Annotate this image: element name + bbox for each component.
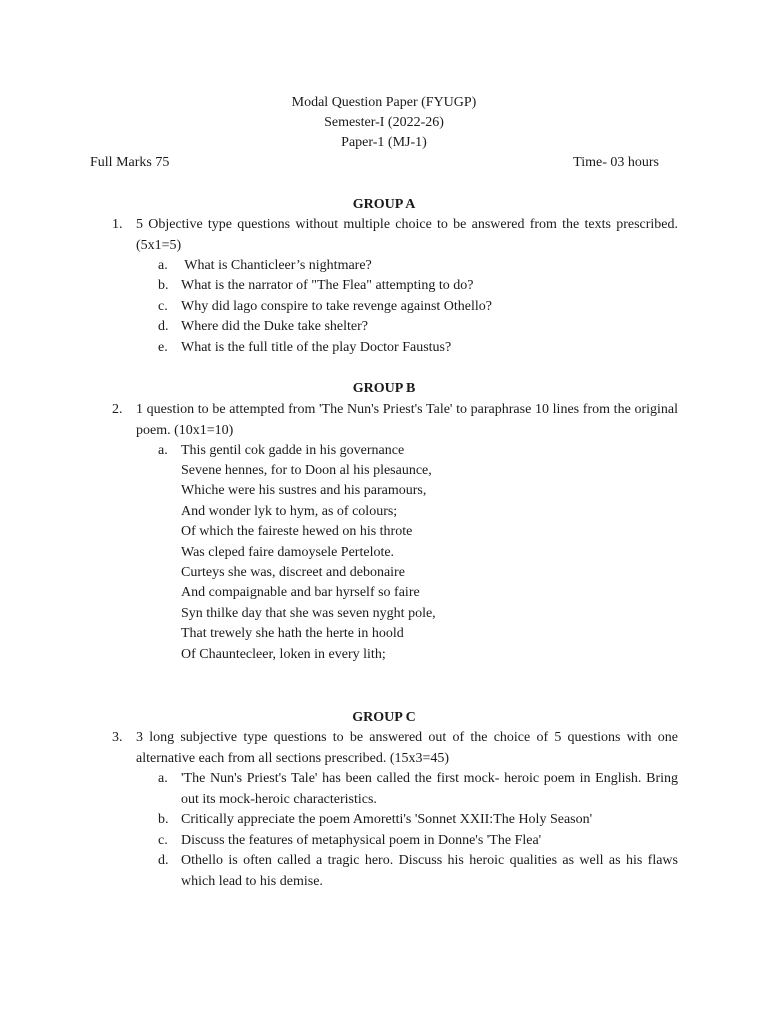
poem-line: Whiche were his sustres and his paramours, bbox=[181, 483, 427, 499]
poem-line: Was cleped faire damoysele Pertelote. bbox=[181, 544, 395, 560]
poem-line: That trewely she hath the herte in hoold bbox=[181, 626, 404, 642]
item-text: What is Chanticleer’s nightmare? bbox=[181, 258, 372, 273]
poem-line: Syn thilke day that she was seven nyght pole, bbox=[181, 605, 436, 621]
question-number: 1. bbox=[112, 217, 123, 232]
item-text: Othello is often called a tragic hero. Discuss his heroic qualities as well as his flaws which lead to his demise. bbox=[181, 853, 678, 889]
question-2 bbox=[112, 400, 678, 441]
paper-code-line: Paper-1 (MJ-1) bbox=[341, 135, 427, 150]
group-a-title: GROUP A bbox=[352, 197, 416, 212]
poem-line: Of Chauntecleer, loken in every lith; bbox=[181, 646, 386, 662]
poem-line: Sevene hennes, for to Doon al his plesaunce, bbox=[181, 463, 432, 478]
group-b-title: GROUP B bbox=[352, 381, 416, 396]
item-letter: b. bbox=[158, 278, 169, 293]
poem-line: And compaignable and bar hyrself so faire bbox=[181, 585, 420, 601]
item-letter: b. bbox=[158, 812, 169, 827]
list-item bbox=[158, 769, 678, 810]
time-allowed: Time- 03 hours bbox=[573, 155, 659, 170]
item-letter: a. bbox=[158, 258, 168, 273]
question-text: 5 Objective type questions without multiple choice to be answered from the texts prescribed. (5x1=5) bbox=[136, 217, 678, 253]
marks-time-row bbox=[90, 153, 659, 173]
list-item bbox=[158, 810, 678, 831]
item-text: 'The Nun's Priest's Tale' has been called the first mock- heroic poem in English. Bring out its mock-heroic characteristics. bbox=[181, 771, 678, 807]
poem-excerpt bbox=[181, 461, 436, 665]
list-item bbox=[158, 338, 678, 359]
item-letter: c. bbox=[158, 833, 168, 848]
item-letter: c. bbox=[158, 299, 168, 314]
list-item bbox=[158, 276, 678, 297]
item-letter: e. bbox=[158, 340, 168, 355]
item-text: What is the full title of the play Doctor Faustus? bbox=[181, 340, 452, 355]
list-item bbox=[158, 297, 678, 318]
paper-title: Modal Question Paper (FYUGP) bbox=[291, 95, 477, 110]
item-text: Why did lago conspire to take revenge against Othello? bbox=[181, 299, 493, 314]
question-number: 2. bbox=[112, 402, 123, 417]
full-marks: Full Marks 75 bbox=[90, 155, 170, 170]
list-item bbox=[158, 317, 678, 338]
poem-line: Curteys she was, discreet and debonaire bbox=[181, 565, 405, 581]
question-number: 3. bbox=[112, 730, 123, 745]
question-text: 3 long subjective type questions to be answered out of the choice of 5 questions with one alternative each from all sections prescribed. (15x3=45) bbox=[136, 730, 678, 766]
list-item bbox=[158, 831, 678, 852]
semester-line: Semester-I (2022-26) bbox=[324, 115, 444, 130]
list-item bbox=[158, 256, 678, 277]
group-c-title: GROUP C bbox=[352, 710, 416, 725]
list-item bbox=[158, 441, 678, 462]
question-3 bbox=[112, 728, 678, 769]
item-letter: d. bbox=[158, 319, 169, 334]
item-letter: a. bbox=[158, 771, 168, 786]
list-item bbox=[158, 851, 678, 892]
question-text: 1 question to be attempted from 'The Nun's Priest's Tale' to paraphrase 10 lines from the original poem. (10x1=10) bbox=[136, 402, 678, 438]
item-text: Critically appreciate the poem Amoretti's 'Sonnet XXII:The Holy Season' bbox=[181, 812, 593, 827]
item-text: What is the narrator of "The Flea" attempting to do? bbox=[181, 278, 474, 293]
item-letter: d. bbox=[158, 853, 169, 868]
poem-line: And wonder lyk to hym, as of colours; bbox=[181, 503, 398, 519]
item-letter: a. bbox=[158, 443, 168, 458]
item-text: Where did the Duke take shelter? bbox=[181, 319, 368, 334]
question-1 bbox=[112, 215, 678, 256]
item-text: Discuss the features of metaphysical poem in Donne's 'The Flea' bbox=[181, 833, 542, 848]
poem-line: This gentil cok gadde in his governance bbox=[181, 443, 405, 458]
poem-line: Of which the faireste hewed on his throte bbox=[181, 524, 413, 540]
